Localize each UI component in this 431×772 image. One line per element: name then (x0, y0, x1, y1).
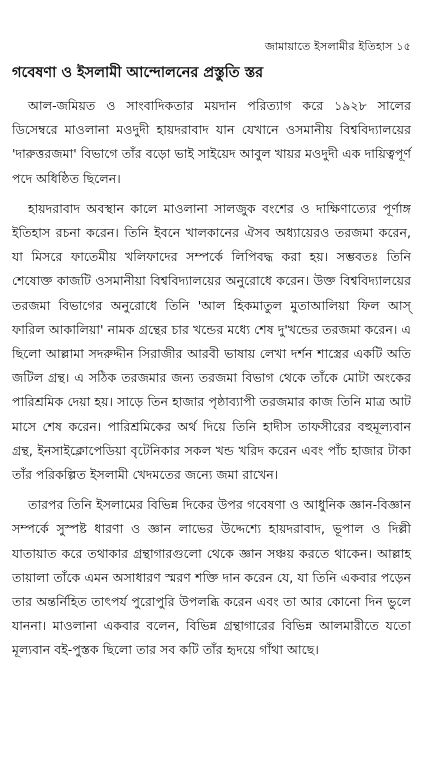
paragraph: তারপর তিনি ইসলামের বিভিন্ন দিকের উপর গবেষণা ও আধুনিক জ্ঞান-বিজ্ঞান সম্পর্কে সুস্পষ্ট ধারণা ও জ্ঞান লাভের উদ্দেশ্যে হায়দরাবাদ, ভূপাল ও দিল্লী যাতায়াত করে তথাকার গ্রন্থাগারগুলো থেকে জ্ঞান সঞ্চয় করতে থাকেন। আল্লাহ তায়ালা তাঁকে এমন অসাধারণ স্মরণ শক্তি দান করেন যে, যা তিনি একবার পড়েন তার অন্তর্নিহিত তাৎপর্য পুরোপুরি উপলব্ধি করেন এবং তা আর কোনো দিন ভুলে যাননা। মাওলানা একবার বলেন, বিভিন্ন গ্রন্থাগারের বিভিন্ন আলমারীতে যতো মূল্যবান বই-পুস্তক ছিলো তার সব কটি তাঁর হৃদয়ে গাঁথা আছে। (12, 497, 411, 658)
running-header: জামায়াতে ইসলামীর ইতিহাস ১৫ (264, 40, 411, 53)
section-heading: গবেষণা ও ইসলামী আন্দোলনের প্রস্তুতি স্তর (12, 65, 264, 81)
body-text (12, 94, 411, 669)
paragraph: আল-জমিয়ত ও সাংবাদিকতার ময়দান পরিত্যাগ করে ১৯২৮ সালের ডিসেম্বরে মাওলানা মওদুদী হায়দরাবাদ যান যেখানে ওসমানীয় বিশ্ববিদ্যালয়ের 'দারুত্তরজমা' বিভাগে তাঁর বড়ো ভাই সাইয়েদ আবুল খায়র মওদুদী এক দায়িত্বপূর্ণ পদে অধিষ্ঠিত ছিলেন। (12, 98, 411, 186)
paragraph: হায়দরাবাদ অবস্থান কালে মাওলানা সালজুক বংশের ও দাক্ষিণাত্যের পূর্ণাঙ্গ ইতিহাস রচনা করেন। তিনি ইবনে খালকানের ঐসব অধ্যায়েরও তরজমা করেন, যা মিসরে ফাতেমীয় খলিফাদের সম্পর্কে লিপিবদ্ধ করা হয়। সম্ভবতঃ তিনি শেষোক্ত কাজটি ওসমানীয়া বিশ্ববিদ্যালয়ের অনুরোধে করেন। উক্ত বিশ্ববিদ্যালয়ের তরজমা বিভাগের অনুরোধে তিনি 'আল হিকমাতুল মুতাআলিয়া ফিল আস্ ফারিল আকালিয়া' নামক গ্রন্থের চার খন্ডের মধ্যে শেষ দু'খন্ডের তরজমা করেন। এ ছিলো আল্লামা সদরুদ্দীন সিরাজীর আরবী ভাষায় লেখা দর্শন শাস্ত্রের একটি অতি জটিল গ্রন্থ। এ সঠিক তরজমার জন্য তরজমা বিভাগ থেকে তাঁকে মোটা অংকের পারিশ্রমিক দেয়া হয়। সাড়ে তিন হাজার পৃষ্ঠাব্যাপী তরজমার কাজ তিনি মাত্র আট মাসে শেষ করেন। পারিশ্রমিকের অর্থ দিয়ে তিনি হাদীস তাফসীরের বহুমূল্যবান গ্রন্থ, ইনসাইক্লোপেডিয়া বৃটেনিকার সকল খন্ড খরিদ করেন এবং পাঁচ হাজার টাকা তাঁর পরিকল্পিত ইসলামী খেদমতের জন্যে জমা রাখেন। (12, 200, 411, 483)
